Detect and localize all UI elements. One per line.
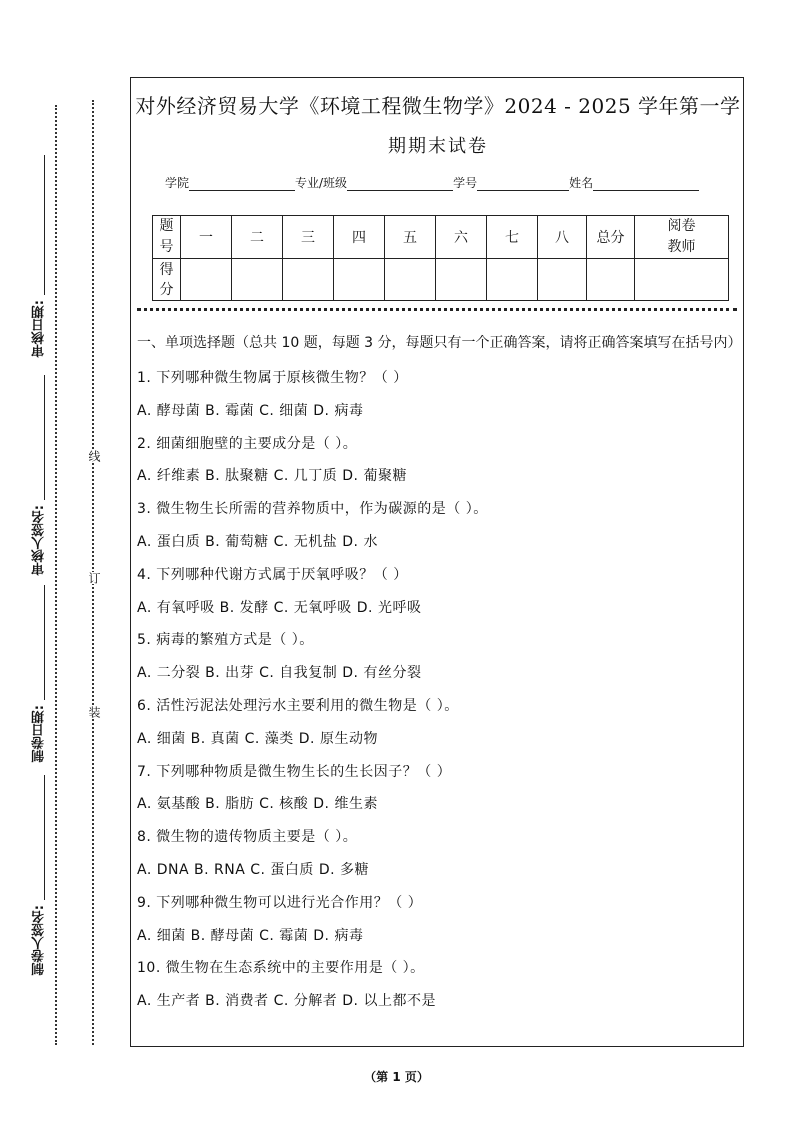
outer-dotted-line (55, 105, 57, 1045)
maker-sign-label: 制卷人签名: (32, 905, 47, 976)
col-total: 总分 (587, 216, 635, 259)
maker-date-label: 制卷日期: (32, 705, 47, 763)
question-text: 3. 微生物生长所需的营养物质中，作为碳源的是（ ）。 (137, 501, 488, 518)
exam-title-line1: 对外经济贸易大学《环境工程微生物学》2024 - 2025 学年第一学 (135, 94, 741, 118)
question-options: A. 二分裂 B. 出芽 C. 自我复制 D. 有丝分裂 (137, 665, 422, 682)
binding-zhuang-char: 装 (87, 706, 101, 718)
question-options: A. DNA B. RNA C. 蛋白质 D. 多糖 (137, 861, 370, 878)
reviewer-date-line (44, 155, 45, 295)
score-cell[interactable] (181, 259, 232, 301)
score-table (152, 215, 729, 301)
score-cell[interactable] (587, 259, 635, 301)
exam-frame (130, 77, 744, 1047)
dotted-separator (137, 308, 737, 311)
exam-title-line2: 期期末试卷 (388, 136, 488, 157)
col-2: 二 (232, 216, 283, 259)
page-number: （第 1 页） (364, 1070, 429, 1084)
score-cell[interactable] (334, 259, 385, 301)
college-field[interactable] (189, 178, 295, 191)
score-cell[interactable] (436, 259, 487, 301)
score-cell[interactable] (487, 259, 538, 301)
question-options: A. 纤维素 B. 肽聚糖 C. 几丁质 D. 葡聚糖 (137, 468, 407, 485)
score-cell[interactable] (538, 259, 587, 301)
question-options: A. 酵母菌 B. 霉菌 C. 细菌 D. 病毒 (137, 402, 364, 419)
col-grader: 阅卷教师 (635, 216, 729, 259)
score-cell[interactable] (283, 259, 334, 301)
col-1: 一 (181, 216, 232, 259)
major-class-field[interactable] (347, 178, 453, 191)
college-label: 学院 (165, 176, 190, 190)
col-8: 八 (538, 216, 587, 259)
name-label: 姓名 (569, 176, 594, 190)
name-field[interactable] (593, 178, 699, 191)
maker-date-line (44, 585, 45, 700)
reviewer-date-label: 审核日期: (32, 300, 47, 358)
question-text: 7. 下列哪种物质是微生物生长的生长因子？（ ） (137, 763, 452, 780)
score-cell[interactable] (385, 259, 436, 301)
question-list (137, 362, 737, 1018)
question-options: A. 蛋白质 B. 葡萄糖 C. 无机盐 D. 水 (137, 533, 378, 550)
major-class-label: 专业/班级 (295, 176, 348, 190)
question-number-head: 题号 (153, 216, 181, 259)
question-text: 6. 活性污泥法处理污水主要利用的微生物是（ ）。 (137, 697, 459, 714)
question-text: 9. 下列哪种微生物可以进行光合作用？（ ） (137, 894, 423, 911)
student-id-field[interactable] (477, 178, 569, 191)
score-cell[interactable] (635, 259, 729, 301)
score-table-header-row (153, 216, 729, 259)
section-heading: 一、单项选择题（总共 10 题，每题 3 分，每题只有一个正确答案，请将正确答案填写在括号内） (137, 335, 742, 351)
question-area (137, 332, 742, 1018)
col-5: 五 (385, 216, 436, 259)
reviewer-sign-label: 审核人签名: (32, 505, 47, 576)
student-info-row (165, 174, 699, 191)
question-options: A. 有氧呼吸 B. 发酵 C. 无氧呼吸 D. 光呼吸 (137, 599, 422, 616)
question-text: 10. 微生物在生态系统中的主要作用是（ ）。 (137, 960, 425, 977)
score-table-score-row (153, 259, 729, 301)
question-options: A. 氨基酸 B. 脂肪 C. 核酸 D. 维生素 (137, 796, 378, 813)
question-options: A. 生产者 B. 消费者 C. 分解者 D. 以上都不是 (137, 993, 436, 1010)
question-text: 2. 细菌细胞壁的主要成分是（ ）。 (137, 435, 358, 452)
col-7: 七 (487, 216, 538, 259)
maker-sign-line (44, 775, 45, 900)
question-text: 1. 下列哪种微生物属于原核微生物？（ ） (137, 370, 408, 386)
col-6: 六 (436, 216, 487, 259)
binding-line-char: 线 (87, 450, 101, 462)
question-options: A. 细菌 B. 真菌 C. 藻类 D. 原生动物 (137, 730, 378, 747)
score-head: 得分 (153, 259, 181, 301)
question-options: A. 细菌 B. 酵母菌 C. 霉菌 D. 病毒 (137, 927, 364, 944)
question-text: 8. 微生物的遗传物质主要是（ ）。 (137, 829, 358, 846)
col-4: 四 (334, 216, 385, 259)
question-text: 5. 病毒的繁殖方式是（ ）。 (137, 632, 314, 649)
binding-ding-char: 订 (87, 572, 101, 584)
score-cell[interactable] (232, 259, 283, 301)
col-3: 三 (283, 216, 334, 259)
question-text: 4. 下列哪种代谢方式属于厌氧呼吸？（ ） (137, 566, 408, 583)
reviewer-sign-line (44, 375, 45, 500)
student-id-label: 学号 (453, 176, 478, 190)
